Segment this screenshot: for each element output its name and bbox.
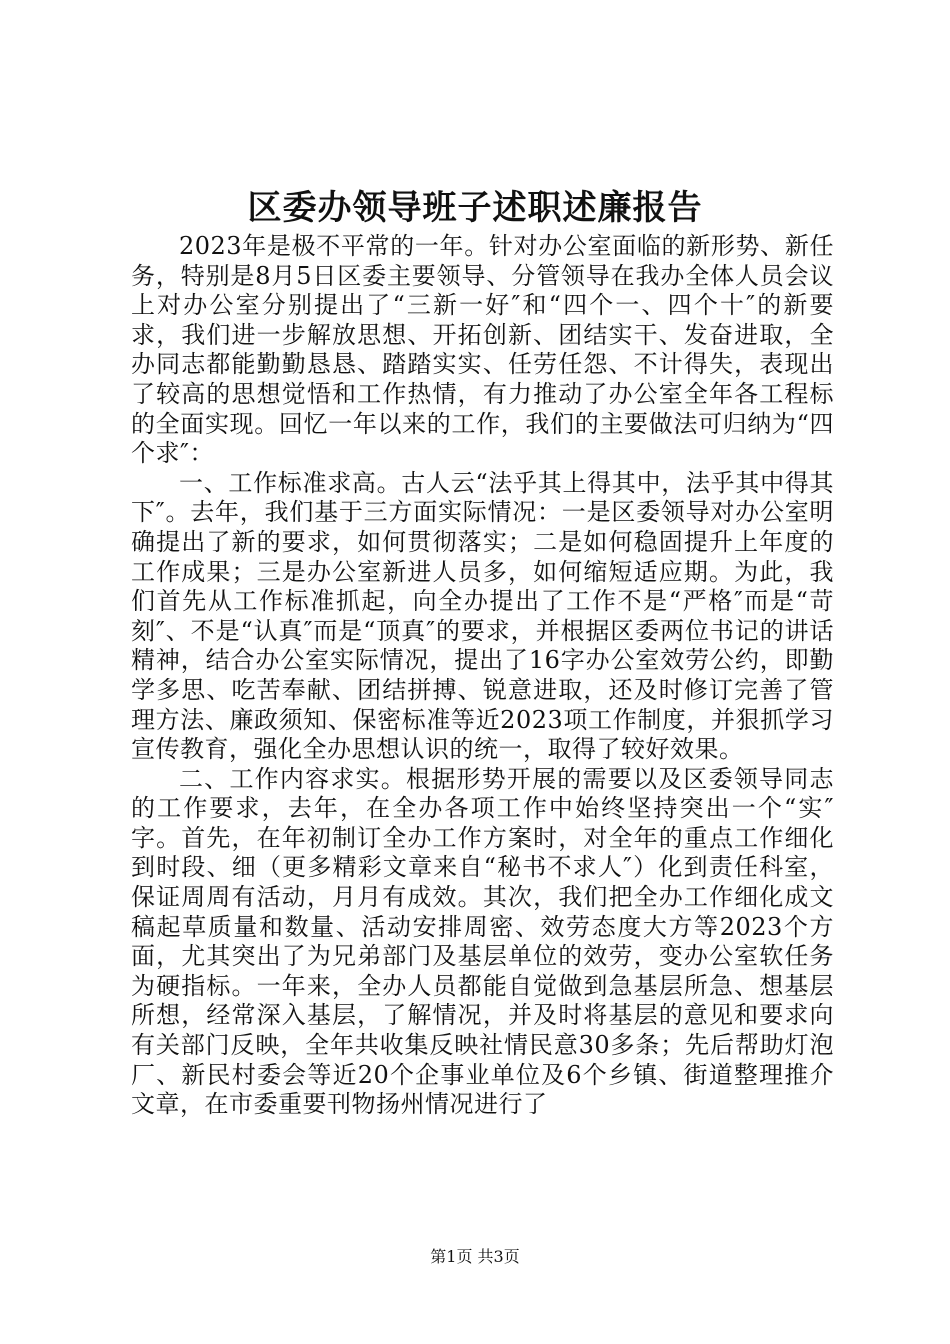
paragraph-intro: 2023年是极不平常的一年。针对办公室面临的新形势、新任务，特别是8月5日区委主要领导、分管领导在我办全体人员会议上对办公室分别提出了“三新一好″和“四个一、四个十″的新要求，我们进一步解放思想、开拓创新、团结实干、发奋进取，全办同志都能勤勤恳恳、踏踏实实、任劳任怨、不计得失，表现出了较高的思想觉悟和工作热情，有力推动了办公室全年各工程标的全面实现。回忆一年以来的工作，我们的主要做法可归纳为“四个求″：	[131, 232, 834, 468]
paragraph-section-1: 一、工作标准求高。古人云“法乎其上得其中，法乎其中得其下″。去年，我们基于三方面实际情况：一是区委领导对办公室明确提出了新的要求，如何贯彻落实；二是如何稳固提升上年度的工作成果；三是办公室新进人员多，如何缩短适应期。为此，我们首先从工作标准抓起，向全办提出了工作不是“严格″而是“苛刻″、不是“认真″而是“顶真″的要求，并根据区委两位书记的讲话精神，结合办公室实际情况，提出了16字办公室效劳公约，即勤学多思、吃苦奉献、团结拼搏、锐意进取，还及时修订完善了管理方法、廉政须知、保密标准等近2023项工作制度，并狠抓学习宣传教育，强化全办思想认识的统一，取得了较好效果。	[131, 468, 834, 764]
document-title: 区委办领导班子述职述廉报告	[247, 188, 703, 228]
document-body	[131, 232, 834, 1120]
paragraph-section-2: 二、工作内容求实。根据形势开展的需要以及区委领导同志的工作要求，去年，在全办各项工作中始终坚持突出一个“实″字。首先，在年初制订全办工作方案时，对全年的重点工作细化到时段、细（更多精彩文章来自“秘书不求人″）化到责任科室，保证周周有活动，月月有成效。其次，我们把全办工作细化成文稿起草质量和数量、活动安排周密、效劳态度大方等2023个方面，尤其突出了为兄弟部门及基层单位的效劳，变办公室软任务为硬指标。一年来，全办人员都能自觉做到急基层所急、想基层所想，经常深入基层，了解情况，并及时将基层的意见和要求向有关部门反映，全年共收集反映社情民意30多条；先后帮助灯泡厂、新民村委会等近20个企事业单位及6个乡镇、街道整理推介文章，在市委重要刊物扬州情况进行了	[131, 764, 834, 1119]
page-number-footer: 第1页 共3页	[430, 1247, 520, 1266]
